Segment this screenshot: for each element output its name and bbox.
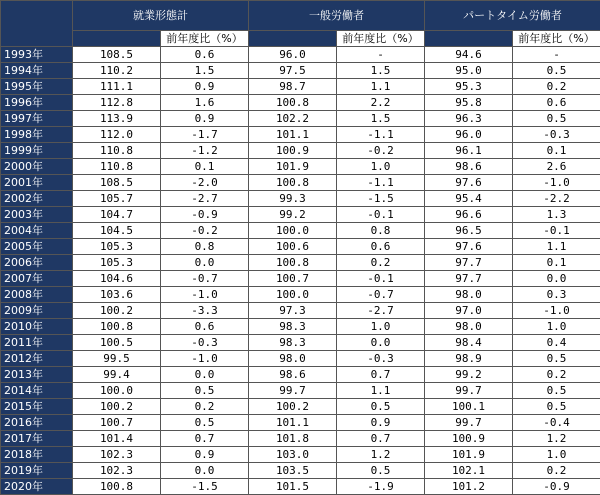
year-cell: 2008年 xyxy=(1,287,73,303)
year-cell: 1997年 xyxy=(1,111,73,127)
part-time-index-cell: 98.6 xyxy=(425,159,513,175)
general-workers-index-cell: 96.0 xyxy=(249,47,337,63)
all-employment-index-cell: 105.3 xyxy=(73,255,161,271)
table-row xyxy=(1,175,600,191)
all-employment-yoy-cell: -1.5 xyxy=(161,479,249,495)
year-cell: 2000年 xyxy=(1,159,73,175)
part-time-index-cell: 98.0 xyxy=(425,287,513,303)
all-employment-index-cell: 104.5 xyxy=(73,223,161,239)
table-row xyxy=(1,479,600,495)
all-employment-index-cell: 108.5 xyxy=(73,47,161,63)
part-time-index-cell: 94.6 xyxy=(425,47,513,63)
year-cell: 1995年 xyxy=(1,79,73,95)
all-employment-yoy-cell: -0.9 xyxy=(161,207,249,223)
all-employment-yoy-cell: -1.2 xyxy=(161,143,249,159)
part-time-yoy-cell: -0.9 xyxy=(513,479,600,495)
part-time-index-cell: 96.3 xyxy=(425,111,513,127)
all-employment-yoy-cell: 0.6 xyxy=(161,47,249,63)
table-row xyxy=(1,223,600,239)
general-workers-yoy-cell: -0.2 xyxy=(337,143,425,159)
all-employment-index-cell: 99.5 xyxy=(73,351,161,367)
table-row xyxy=(1,79,600,95)
part-time-yoy-cell: -0.3 xyxy=(513,127,600,143)
part-time-yoy-cell: -2.2 xyxy=(513,191,600,207)
all-employment-index-cell: 101.4 xyxy=(73,431,161,447)
table-row xyxy=(1,111,600,127)
all-employment-yoy-cell: 0.5 xyxy=(161,415,249,431)
all-employment-yoy-cell: -1.0 xyxy=(161,351,249,367)
general-workers-index-cell: 100.8 xyxy=(249,175,337,191)
table-row xyxy=(1,319,600,335)
table-row xyxy=(1,447,600,463)
table-row xyxy=(1,463,600,479)
all-employment-index-cell: 104.6 xyxy=(73,271,161,287)
part-time-index-cell: 98.9 xyxy=(425,351,513,367)
all-employment-yoy-cell: 0.8 xyxy=(161,239,249,255)
all-employment-yoy-cell: 0.0 xyxy=(161,255,249,271)
year-cell: 2011年 xyxy=(1,335,73,351)
part-time-index-cell: 100.9 xyxy=(425,431,513,447)
general-workers-yoy-cell: 1.0 xyxy=(337,319,425,335)
year-cell: 2005年 xyxy=(1,239,73,255)
corner-header-cell xyxy=(1,1,73,47)
part-time-index-cell: 96.0 xyxy=(425,127,513,143)
subheader-yoy-general: 前年度比（%） xyxy=(337,31,425,47)
all-employment-index-cell: 111.1 xyxy=(73,79,161,95)
general-workers-index-cell: 101.5 xyxy=(249,479,337,495)
part-time-yoy-cell: 0.1 xyxy=(513,143,600,159)
all-employment-index-cell: 105.3 xyxy=(73,239,161,255)
part-time-yoy-cell: 1.0 xyxy=(513,319,600,335)
part-time-yoy-cell: 1.3 xyxy=(513,207,600,223)
part-time-yoy-cell: 0.5 xyxy=(513,351,600,367)
general-workers-yoy-cell: 0.8 xyxy=(337,223,425,239)
table-body xyxy=(1,47,600,495)
year-cell: 2001年 xyxy=(1,175,73,191)
general-workers-index-cell: 98.7 xyxy=(249,79,337,95)
header-part-time-workers: パートタイム労働者 xyxy=(425,1,600,31)
table-row xyxy=(1,351,600,367)
all-employment-index-cell: 99.4 xyxy=(73,367,161,383)
part-time-yoy-cell: 1.2 xyxy=(513,431,600,447)
year-cell: 1996年 xyxy=(1,95,73,111)
subheader-index-all xyxy=(73,31,161,47)
part-time-index-cell: 101.2 xyxy=(425,479,513,495)
all-employment-yoy-cell: -0.2 xyxy=(161,223,249,239)
general-workers-index-cell: 102.2 xyxy=(249,111,337,127)
all-employment-yoy-cell: 0.9 xyxy=(161,447,249,463)
table-row xyxy=(1,335,600,351)
table-row xyxy=(1,127,600,143)
all-employment-yoy-cell: 0.7 xyxy=(161,431,249,447)
part-time-index-cell: 101.9 xyxy=(425,447,513,463)
all-employment-yoy-cell: -3.3 xyxy=(161,303,249,319)
all-employment-index-cell: 102.3 xyxy=(73,447,161,463)
part-time-index-cell: 97.7 xyxy=(425,255,513,271)
year-cell: 1994年 xyxy=(1,63,73,79)
table-row xyxy=(1,415,600,431)
part-time-yoy-cell: 0.1 xyxy=(513,255,600,271)
general-workers-index-cell: 98.6 xyxy=(249,367,337,383)
part-time-yoy-cell: 0.2 xyxy=(513,367,600,383)
all-employment-index-cell: 102.3 xyxy=(73,463,161,479)
general-workers-yoy-cell: 0.9 xyxy=(337,415,425,431)
general-workers-yoy-cell: 0.0 xyxy=(337,335,425,351)
general-workers-yoy-cell: -1.9 xyxy=(337,479,425,495)
part-time-yoy-cell: 0.0 xyxy=(513,271,600,287)
general-workers-index-cell: 98.3 xyxy=(249,319,337,335)
part-time-yoy-cell: 0.3 xyxy=(513,287,600,303)
general-workers-yoy-cell: -0.1 xyxy=(337,271,425,287)
all-employment-yoy-cell: 0.6 xyxy=(161,319,249,335)
part-time-index-cell: 98.4 xyxy=(425,335,513,351)
part-time-index-cell: 96.1 xyxy=(425,143,513,159)
all-employment-yoy-cell: -1.0 xyxy=(161,287,249,303)
general-workers-yoy-cell: 1.5 xyxy=(337,111,425,127)
table-row xyxy=(1,47,600,63)
table-row xyxy=(1,63,600,79)
part-time-yoy-cell: 0.5 xyxy=(513,399,600,415)
part-time-yoy-cell: 0.2 xyxy=(513,463,600,479)
year-cell: 2009年 xyxy=(1,303,73,319)
all-employment-index-cell: 100.2 xyxy=(73,399,161,415)
table-row xyxy=(1,207,600,223)
table-row xyxy=(1,95,600,111)
general-workers-yoy-cell: 1.2 xyxy=(337,447,425,463)
all-employment-yoy-cell: -0.7 xyxy=(161,271,249,287)
year-cell: 2003年 xyxy=(1,207,73,223)
part-time-yoy-cell: 1.0 xyxy=(513,447,600,463)
year-cell: 2012年 xyxy=(1,351,73,367)
all-employment-index-cell: 108.5 xyxy=(73,175,161,191)
table-row xyxy=(1,431,600,447)
header-general-workers: 一般労働者 xyxy=(249,1,425,31)
all-employment-yoy-cell: 0.0 xyxy=(161,463,249,479)
all-employment-index-cell: 113.9 xyxy=(73,111,161,127)
year-cell: 2002年 xyxy=(1,191,73,207)
general-workers-yoy-cell: 0.7 xyxy=(337,367,425,383)
all-employment-index-cell: 100.0 xyxy=(73,383,161,399)
all-employment-yoy-cell: -0.3 xyxy=(161,335,249,351)
all-employment-index-cell: 103.6 xyxy=(73,287,161,303)
part-time-index-cell: 99.7 xyxy=(425,415,513,431)
subheader-index-part-time xyxy=(425,31,513,47)
general-workers-yoy-cell: -1.1 xyxy=(337,127,425,143)
year-cell: 2007年 xyxy=(1,271,73,287)
year-cell: 2004年 xyxy=(1,223,73,239)
general-workers-index-cell: 100.8 xyxy=(249,95,337,111)
general-workers-yoy-cell: -1.5 xyxy=(337,191,425,207)
all-employment-index-cell: 100.5 xyxy=(73,335,161,351)
year-cell: 2016年 xyxy=(1,415,73,431)
general-workers-yoy-cell: 0.6 xyxy=(337,239,425,255)
part-time-yoy-cell: -0.1 xyxy=(513,223,600,239)
all-employment-yoy-cell: 0.0 xyxy=(161,367,249,383)
subheader-yoy-all: 前年度比（%） xyxy=(161,31,249,47)
general-workers-index-cell: 100.2 xyxy=(249,399,337,415)
general-workers-yoy-cell: 0.5 xyxy=(337,463,425,479)
general-workers-index-cell: 100.8 xyxy=(249,255,337,271)
part-time-index-cell: 96.5 xyxy=(425,223,513,239)
part-time-index-cell: 97.6 xyxy=(425,175,513,191)
table-row xyxy=(1,399,600,415)
subheader-index-general xyxy=(249,31,337,47)
general-workers-index-cell: 100.0 xyxy=(249,287,337,303)
part-time-yoy-cell: 0.2 xyxy=(513,79,600,95)
part-time-index-cell: 95.8 xyxy=(425,95,513,111)
part-time-index-cell: 100.1 xyxy=(425,399,513,415)
year-cell: 2006年 xyxy=(1,255,73,271)
general-workers-index-cell: 99.7 xyxy=(249,383,337,399)
part-time-yoy-cell: 1.1 xyxy=(513,239,600,255)
all-employment-yoy-cell: 1.6 xyxy=(161,95,249,111)
general-workers-index-cell: 101.8 xyxy=(249,431,337,447)
table-row xyxy=(1,271,600,287)
general-workers-index-cell: 99.2 xyxy=(249,207,337,223)
all-employment-yoy-cell: -2.0 xyxy=(161,175,249,191)
general-workers-index-cell: 100.0 xyxy=(249,223,337,239)
all-employment-index-cell: 100.8 xyxy=(73,319,161,335)
table-row xyxy=(1,303,600,319)
general-workers-yoy-cell: 2.2 xyxy=(337,95,425,111)
all-employment-yoy-cell: 0.5 xyxy=(161,383,249,399)
all-employment-index-cell: 112.8 xyxy=(73,95,161,111)
part-time-yoy-cell: - xyxy=(513,47,600,63)
all-employment-yoy-cell: 0.1 xyxy=(161,159,249,175)
general-workers-yoy-cell: 0.2 xyxy=(337,255,425,271)
all-employment-index-cell: 105.7 xyxy=(73,191,161,207)
part-time-index-cell: 97.7 xyxy=(425,271,513,287)
general-workers-yoy-cell: -2.7 xyxy=(337,303,425,319)
part-time-index-cell: 95.4 xyxy=(425,191,513,207)
general-workers-index-cell: 100.7 xyxy=(249,271,337,287)
general-workers-yoy-cell: 1.1 xyxy=(337,383,425,399)
all-employment-index-cell: 110.2 xyxy=(73,63,161,79)
part-time-yoy-cell: -1.0 xyxy=(513,303,600,319)
part-time-index-cell: 97.6 xyxy=(425,239,513,255)
general-workers-index-cell: 101.1 xyxy=(249,415,337,431)
general-workers-index-cell: 101.1 xyxy=(249,127,337,143)
general-workers-yoy-cell: 1.5 xyxy=(337,63,425,79)
all-employment-index-cell: 100.2 xyxy=(73,303,161,319)
year-cell: 2019年 xyxy=(1,463,73,479)
part-time-index-cell: 97.0 xyxy=(425,303,513,319)
part-time-yoy-cell: 2.6 xyxy=(513,159,600,175)
general-workers-index-cell: 97.5 xyxy=(249,63,337,79)
all-employment-yoy-cell: 0.9 xyxy=(161,79,249,95)
general-workers-index-cell: 103.0 xyxy=(249,447,337,463)
general-workers-yoy-cell: 0.7 xyxy=(337,431,425,447)
part-time-yoy-cell: 0.5 xyxy=(513,383,600,399)
table-row xyxy=(1,159,600,175)
part-time-index-cell: 95.0 xyxy=(425,63,513,79)
year-cell: 2013年 xyxy=(1,367,73,383)
part-time-index-cell: 96.6 xyxy=(425,207,513,223)
part-time-yoy-cell: 0.6 xyxy=(513,95,600,111)
subheader-yoy-part-time: 前年度比（%） xyxy=(513,31,600,47)
table-row xyxy=(1,287,600,303)
part-time-index-cell: 102.1 xyxy=(425,463,513,479)
all-employment-yoy-cell: 0.9 xyxy=(161,111,249,127)
table-row xyxy=(1,143,600,159)
general-workers-index-cell: 103.5 xyxy=(249,463,337,479)
year-cell: 2015年 xyxy=(1,399,73,415)
general-workers-yoy-cell: -1.1 xyxy=(337,175,425,191)
part-time-yoy-cell: 0.5 xyxy=(513,63,600,79)
year-cell: 2014年 xyxy=(1,383,73,399)
part-time-yoy-cell: 0.5 xyxy=(513,111,600,127)
all-employment-index-cell: 100.8 xyxy=(73,479,161,495)
year-cell: 2017年 xyxy=(1,431,73,447)
part-time-index-cell: 98.0 xyxy=(425,319,513,335)
general-workers-index-cell: 97.3 xyxy=(249,303,337,319)
general-workers-index-cell: 98.3 xyxy=(249,335,337,351)
year-cell: 2018年 xyxy=(1,447,73,463)
all-employment-index-cell: 112.0 xyxy=(73,127,161,143)
general-workers-yoy-cell: -0.1 xyxy=(337,207,425,223)
part-time-yoy-cell: -1.0 xyxy=(513,175,600,191)
all-employment-yoy-cell: 1.5 xyxy=(161,63,249,79)
part-time-yoy-cell: -0.4 xyxy=(513,415,600,431)
all-employment-yoy-cell: -2.7 xyxy=(161,191,249,207)
table-row xyxy=(1,367,600,383)
general-workers-yoy-cell: - xyxy=(337,47,425,63)
all-employment-yoy-cell: 0.2 xyxy=(161,399,249,415)
all-employment-index-cell: 104.7 xyxy=(73,207,161,223)
part-time-index-cell: 99.2 xyxy=(425,367,513,383)
general-workers-index-cell: 100.9 xyxy=(249,143,337,159)
all-employment-index-cell: 110.8 xyxy=(73,159,161,175)
general-workers-index-cell: 100.6 xyxy=(249,239,337,255)
table-row xyxy=(1,191,600,207)
general-workers-yoy-cell: -0.3 xyxy=(337,351,425,367)
all-employment-index-cell: 100.7 xyxy=(73,415,161,431)
table-row xyxy=(1,383,600,399)
general-workers-yoy-cell: 1.0 xyxy=(337,159,425,175)
general-workers-index-cell: 98.0 xyxy=(249,351,337,367)
table-row xyxy=(1,239,600,255)
general-workers-yoy-cell: 1.1 xyxy=(337,79,425,95)
all-employment-index-cell: 110.8 xyxy=(73,143,161,159)
header-all-employment: 就業形態計 xyxy=(73,1,249,31)
year-cell: 2020年 xyxy=(1,479,73,495)
table-row xyxy=(1,255,600,271)
all-employment-yoy-cell: -1.7 xyxy=(161,127,249,143)
year-cell: 1999年 xyxy=(1,143,73,159)
general-workers-yoy-cell: -0.7 xyxy=(337,287,425,303)
general-workers-index-cell: 101.9 xyxy=(249,159,337,175)
part-time-index-cell: 99.7 xyxy=(425,383,513,399)
general-workers-yoy-cell: 0.5 xyxy=(337,399,425,415)
part-time-index-cell: 95.3 xyxy=(425,79,513,95)
year-cell: 2010年 xyxy=(1,319,73,335)
part-time-yoy-cell: 0.4 xyxy=(513,335,600,351)
year-cell: 1993年 xyxy=(1,47,73,63)
year-cell: 1998年 xyxy=(1,127,73,143)
general-workers-index-cell: 99.3 xyxy=(249,191,337,207)
